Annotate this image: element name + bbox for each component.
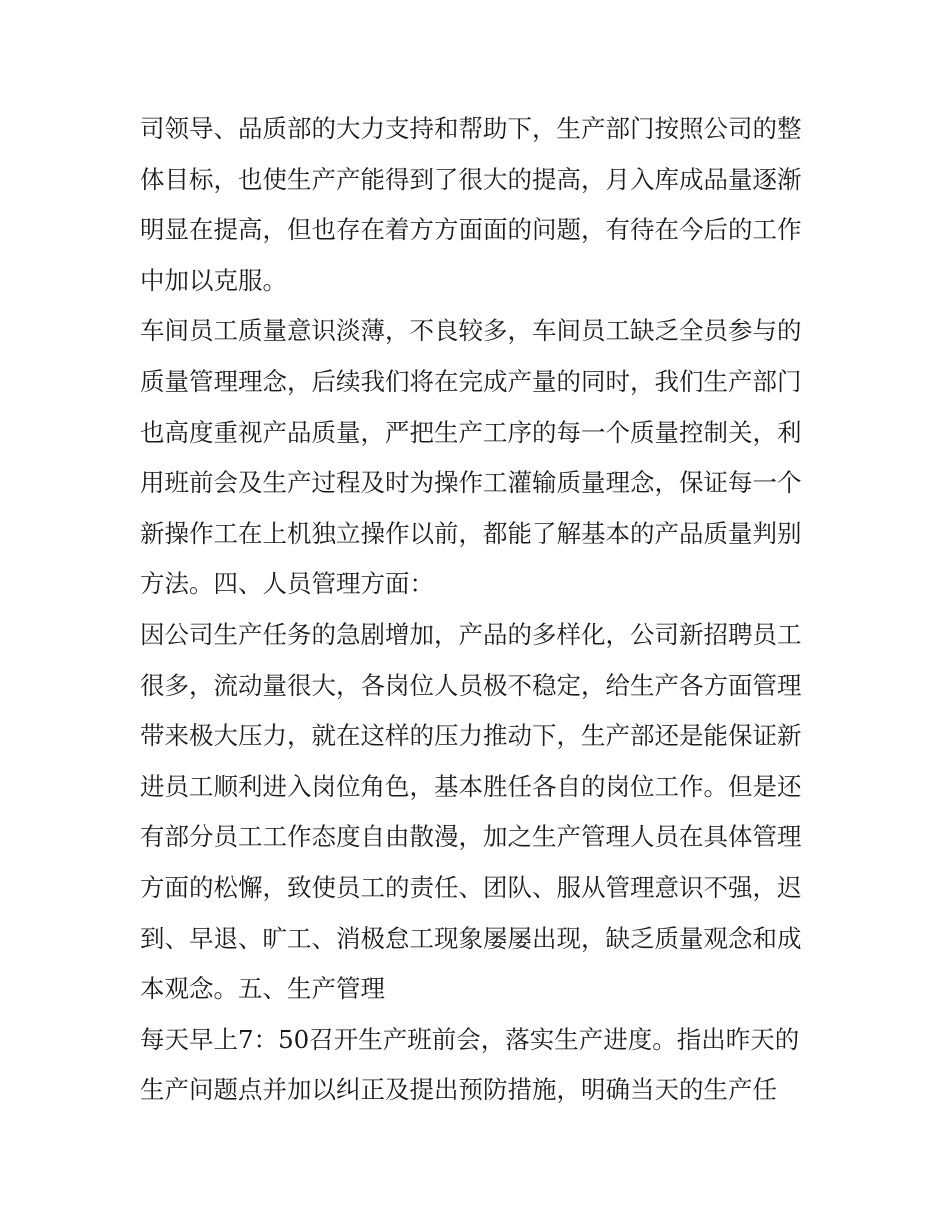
text-line: 很多，流动量很大，各岗位人员极不稳定，给生产各方面管理 xyxy=(140,670,802,700)
text-line: 车间员工质量意识淡薄，不良较多，车间员工缺乏全员参与的 xyxy=(140,316,802,346)
text-line: 方面的松懈，致使员工的责任、团队、服从管理意识不强，迟 xyxy=(140,872,802,902)
text-line: 明显在提高，但也存在着方方面面的问题，有待在今后的工作 xyxy=(140,215,802,245)
text-line: 用班前会及生产过程及时为操作工灌输质量理念，保证每一个 xyxy=(140,468,802,498)
document-body xyxy=(140,104,820,1116)
text-line: 司领导、品质部的大力支持和帮助下，生产部门按照公司的整 xyxy=(140,114,802,143)
section-heading-line: 方法。四、人员管理方面： xyxy=(140,569,434,599)
text-line: 进员工顺利进入岗位角色，基本胜任各自的岗位工作。但是还 xyxy=(140,771,802,801)
text-line: 中加以克服。 xyxy=(140,265,287,295)
section-heading-line: 本观念。五、生产管理 xyxy=(140,974,385,1004)
text-line: 到、早退、旷工、消极怠工现象屡屡出现，缺乏质量观念和成 xyxy=(140,923,802,953)
text-line: 生产问题点并加以纠正及提出预防措施，明确当天的生产任 xyxy=(140,1075,777,1105)
text-line: 有部分员工工作态度自由散漫，加之生产管理人员在具体管理 xyxy=(140,822,802,852)
text-line: 质量管理理念，后续我们将在完成产量的同时，我们生产部门 xyxy=(140,366,802,396)
text-line: 因公司生产任务的急剧增加，产品的多样化，公司新招聘员工 xyxy=(140,619,802,649)
text-line: 也高度重视产品质量，严把生产工序的每一个质量控制关，利 xyxy=(140,417,802,447)
text-line: 带来极大压力，就在这样的压力推动下，生产部还是能保证新 xyxy=(140,721,802,751)
text-line: 新操作工在上机独立操作以前，都能了解基本的产品质量判别 xyxy=(140,518,802,548)
text-line: 体目标，也使生产产能得到了很大的提高，月入库成品量逐渐 xyxy=(140,164,802,194)
text-line: 每天早上7：50召开生产班前会，落实生产进度。指出昨天的 xyxy=(140,1024,800,1054)
